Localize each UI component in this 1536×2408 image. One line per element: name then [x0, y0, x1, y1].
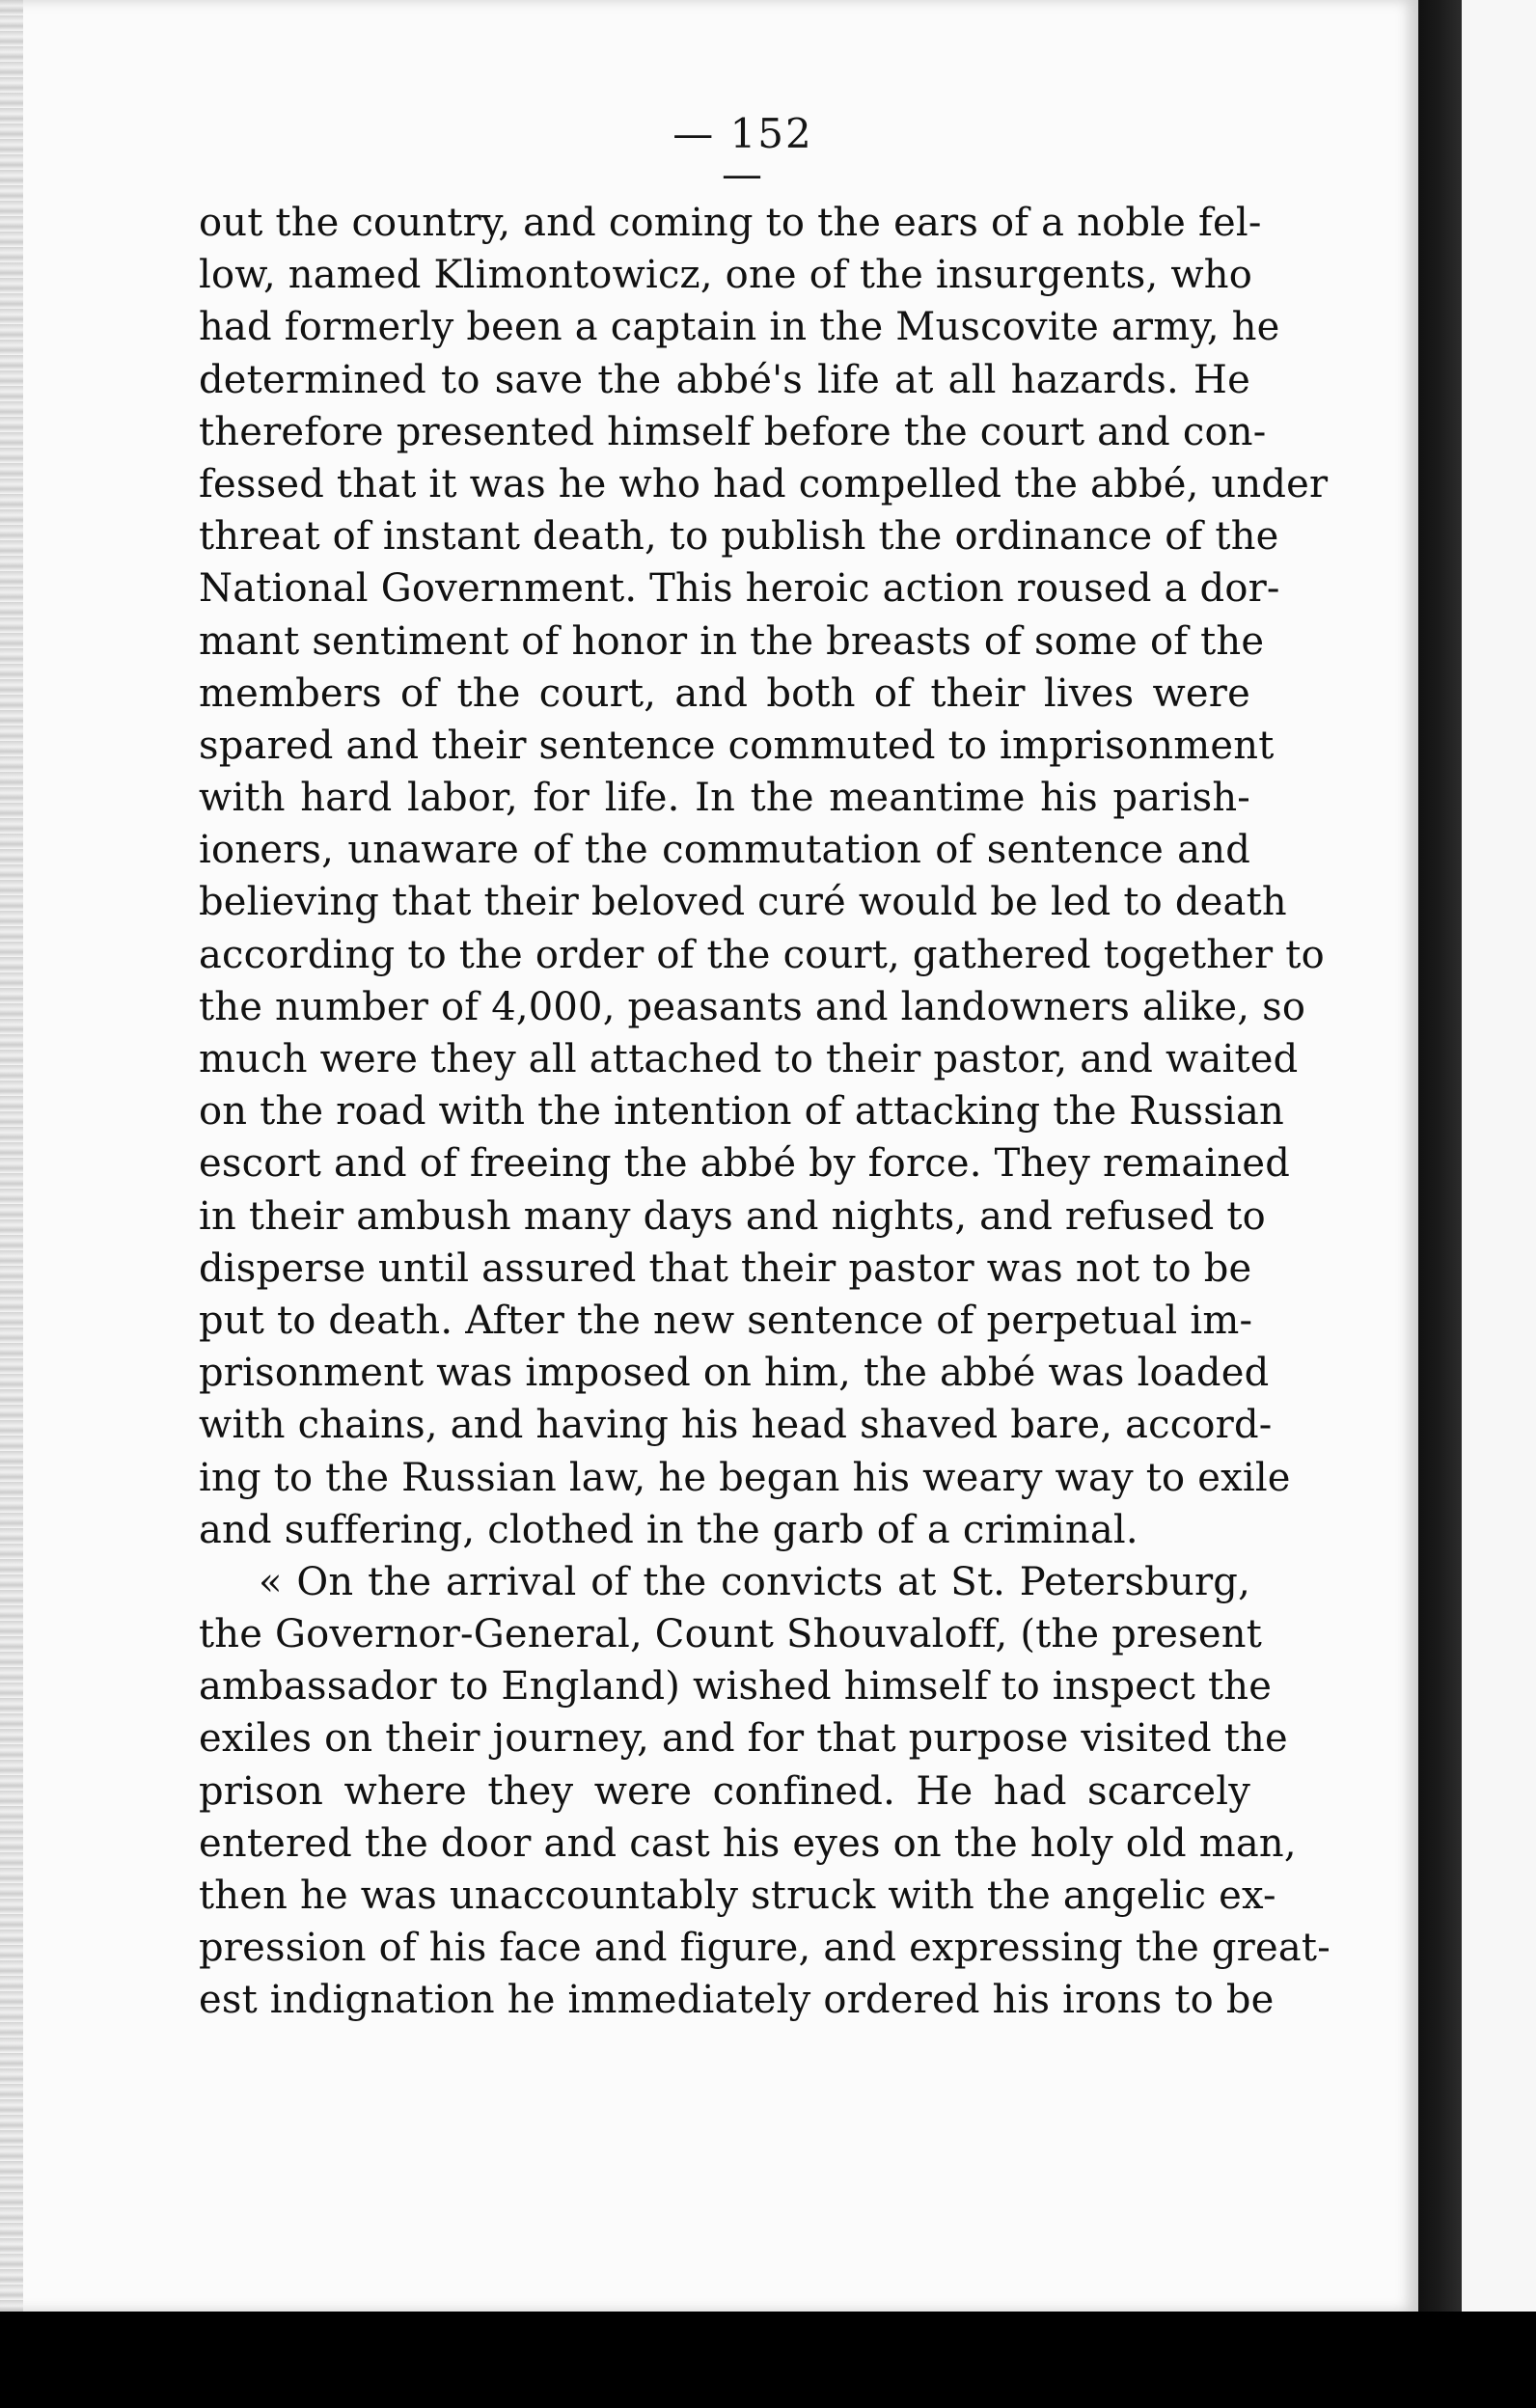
scan-right-shadow [1418, 0, 1462, 2312]
text-line: out the country, and coming to the ears of a noble fel- [199, 201, 1262, 245]
page-left-edge [0, 0, 23, 2312]
text-line: much were they all attached to their pastor, and waited [199, 1037, 1299, 1081]
paragraph-start-line: « On the arrival of the convicts at St. Petersburg, [259, 1559, 1250, 1604]
text-line: prison where they were confined. He had scarcely [199, 1768, 1250, 1814]
text-line: fessed that it was he who had compelled the abbé, under [199, 461, 1329, 506]
text-line: exiles on their journey, and for that purpose visited the [199, 1716, 1288, 1762]
text-line: on the road with the intention of attacking the Russian [199, 1089, 1284, 1135]
text-line: escort and of freeing the abbé by force. They remained [199, 1141, 1290, 1187]
text-line: according to the order of the court, gathered together to [199, 932, 1325, 977]
text-line: in their ambush many days and nights, and refused to [199, 1193, 1266, 1239]
text-line: spared and their sentence commuted to imprisonment [199, 723, 1275, 768]
text-line: put to death. After the new sentence of perpetual im- [199, 1298, 1253, 1343]
text-line: disperse until assured that their pastor was not to be [199, 1245, 1252, 1291]
text-line: ioners, unaware of the commutation of sentence and [199, 828, 1250, 873]
text-line: pression of his face and figure, and expressing the great- [199, 1926, 1330, 1971]
text-line: est indignation he immediately ordered his irons to be [199, 1978, 1275, 2023]
text-line: National Government. This heroic action roused a dor- [199, 566, 1280, 612]
text-line: entered the door and cast his eyes on the holy old man, [199, 1820, 1297, 1866]
paragraph-end-line: and suffering, clothed in the garb of a criminal. [199, 1507, 1138, 1552]
text-line: mant sentiment of honor in the breasts of some of the [199, 618, 1265, 664]
text-line: low, named Klimontowicz, one of the insurgents, who [199, 253, 1253, 298]
text-line: then he was unaccountably struck with the angelic ex- [199, 1874, 1276, 1918]
body-text [199, 197, 1330, 2027]
text-line: the Governor-General, Count Shouvaloff, (the present [199, 1612, 1262, 1657]
text-line: threat of instant death, to publish the ordinance of the [199, 514, 1279, 560]
text-line: determined to save the abbé's life at all hazards. He [199, 357, 1250, 402]
text-line: had formerly been a captain in the Muscovite army, he [199, 305, 1280, 350]
text-line: therefore presented himself before the court and con- [199, 409, 1267, 454]
text-line: with hard labor, for life. In the meantime his parish- [199, 776, 1250, 821]
scan-bottom-border [0, 2312, 1536, 2408]
text-line: believing that their beloved curé would be led to death [199, 880, 1287, 925]
text-line: members of the court, and both of their lives were [199, 670, 1250, 716]
text-line: with chains, and having his head shaved bare, accord- [199, 1403, 1273, 1448]
text-line: ing to the Russian law, he began his weary way to exile [199, 1455, 1291, 1500]
text-line: prisonment was imposed on him, the abbé was loaded [199, 1351, 1270, 1396]
text-line: ambassador to England) wished himself to inspect the [199, 1664, 1273, 1710]
adjacent-page-edge [1462, 0, 1536, 2312]
text-line: the number of 4,000, peasants and landowners alike, so [199, 984, 1306, 1029]
page-number: — 152 — [672, 110, 813, 198]
